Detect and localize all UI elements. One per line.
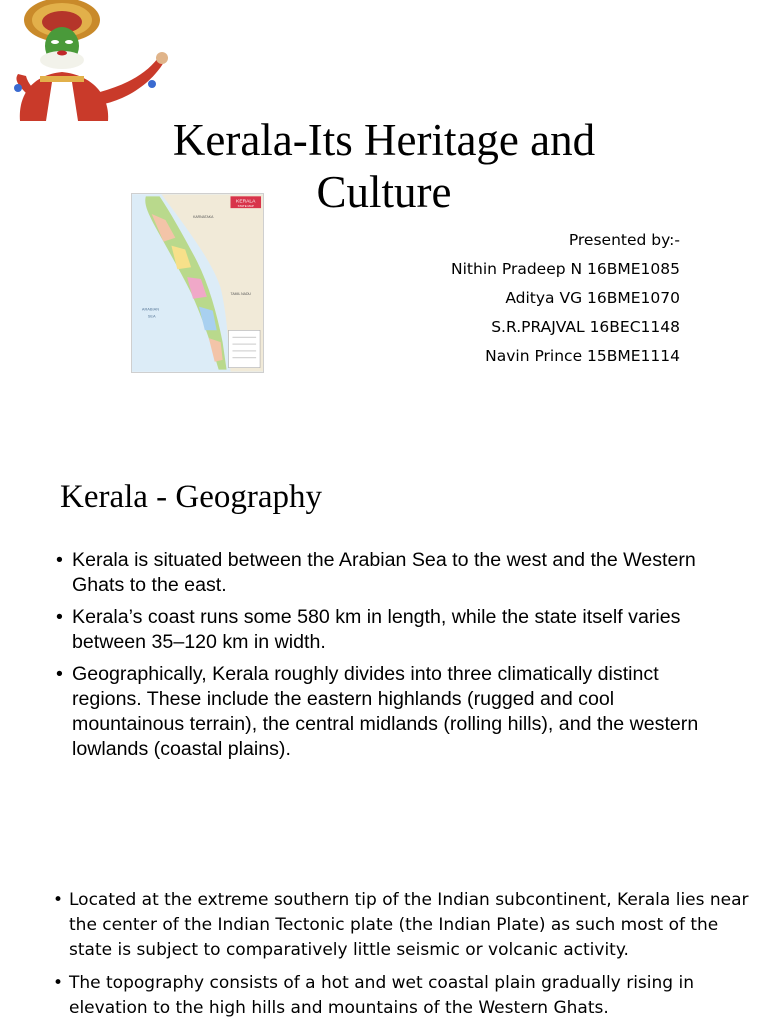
geography-bullet-list: [56, 548, 716, 769]
bullet-item: • Kerala’s coast runs some 580 km in length, while the state itself varies between 35–120 km in width.: [56, 605, 716, 655]
tectonic-bullet-list: [53, 888, 753, 1029]
presenter-name: S.R.PRAJVAL 16BEC1148: [491, 318, 680, 336]
presenter-name: Aditya VG 16BME1070: [505, 289, 680, 307]
presentation-title: Kerala-Its Heritage and Culture: [172, 115, 596, 217]
map-north-label: KARNATAKA: [193, 214, 214, 219]
bullet-item: • The topography consists of a hot and wet coastal plain gradually rising in elevation to the high hills and mountains of the Western Ghats.: [53, 971, 753, 1021]
map-badge-subtitle: STATE MAP: [237, 204, 254, 209]
map-sea-label-2: SEA: [147, 313, 156, 319]
map-sea-label: ARABIAN: [141, 306, 160, 312]
geography-heading: Kerala - Geography: [60, 479, 323, 515]
bullet-item: • Located at the extreme southern tip of the Indian subcontinent, Kerala lies near the center of the Indian Tectonic plate (the Indian Plate) as such most of the state is subject to comparatively little seismic or volcanic activity.: [53, 888, 753, 963]
kerala-state-map: [131, 193, 264, 373]
presented-by-label: Presented by:-: [568, 231, 680, 249]
kathakali-dancer-image: [0, 0, 182, 121]
map-east-label: TAMIL NADU: [230, 291, 251, 296]
presenter-name: Nithin Pradeep N 16BME1085: [451, 260, 680, 278]
map-badge-title: KERALA: [236, 199, 256, 205]
bullet-item: • Kerala is situated between the Arabian Sea to the west and the Western Ghats to the east.: [56, 548, 716, 598]
bullet-item: • Geographically, Kerala roughly divides into three climatically distinct regions. These include the eastern highlands (rugged and cool mountainous terrain), the central midlands (rolling hills), and the western lowlands (coastal plains).: [56, 662, 716, 762]
presenters-block: [451, 226, 680, 371]
presenter-name: Navin Prince 15BME1114: [485, 347, 680, 365]
